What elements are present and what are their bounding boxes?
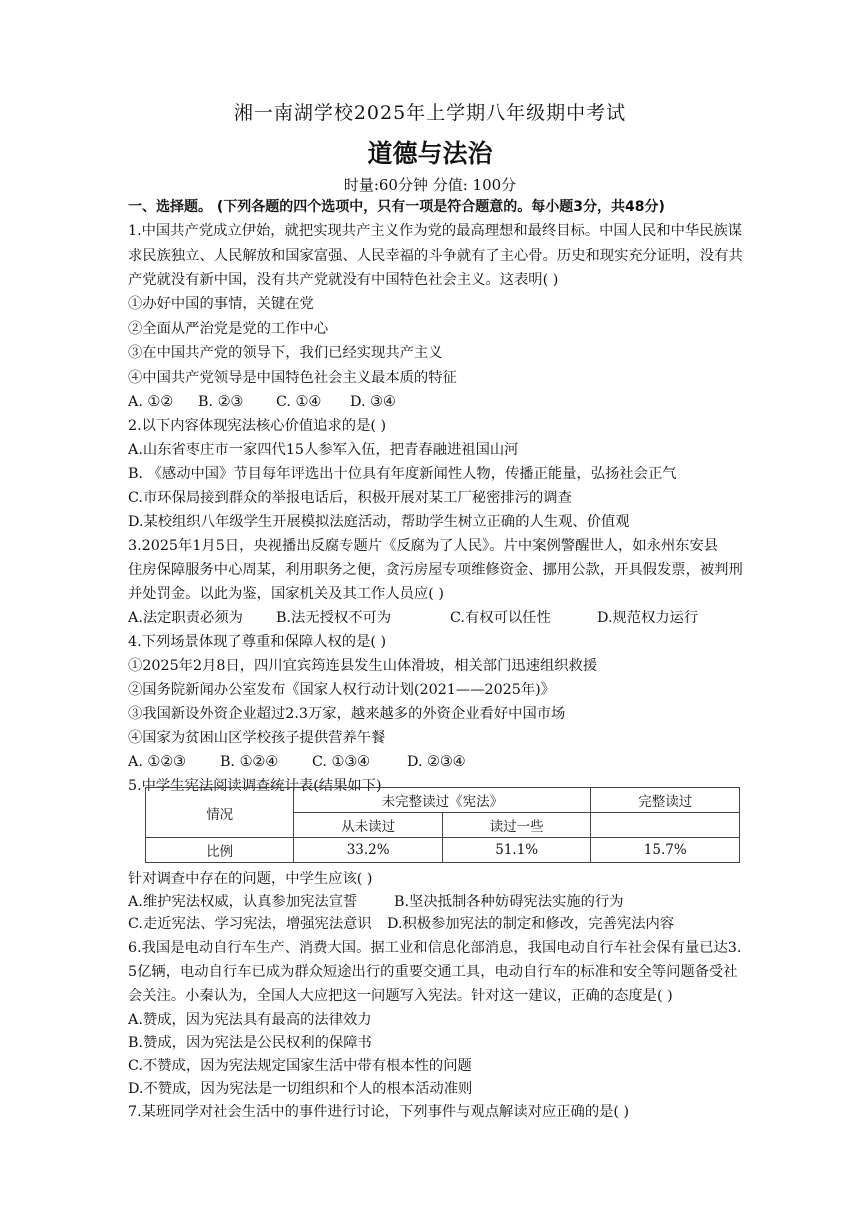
q3-option-a: A.法定职责必须为 [128, 610, 243, 626]
q6-stem-line: 会关注。小秦认为，全国人大应把这一问题写入宪法。针对这一建议，正确的态度是( ) [128, 988, 673, 1004]
table-header-situation: 情况 [146, 788, 294, 838]
table-header-not-complete: 未完整读过《宪法》 [294, 788, 591, 813]
q4-option-c: C. ①③④ [312, 754, 370, 770]
q3-option-b: B.法无授权不可为 [276, 610, 392, 626]
q5-option-a: A.维护宪法权威，认真参加宪法宣誓 [128, 894, 358, 910]
q5-option-d: D.积极参加宪法的制定和修改，完善宪法内容 [387, 916, 675, 932]
q5-options-row [128, 892, 624, 912]
q2-option-b: B. 《感动中国》节目每年评选出十位具有年度新闻性人物，传播正能量，弘扬社会正气 [128, 466, 677, 482]
q6-stem-line: 6.我国是电动自行车生产、消费大国。据工业和信息化部消息，我国电动自行车社会保有量已达3. [128, 940, 742, 956]
q1-option-b: B. ②③ [198, 394, 244, 410]
q2-stem: 2.以下内容体现宪法核心价值追求的是( ) [128, 418, 387, 434]
survey-table [145, 787, 740, 863]
table-subheader-some: 读过一些 [442, 813, 591, 838]
subject-title: 道德与法治 [367, 139, 493, 168]
q4-item: ②国务院新闻办公室发布《国家人权行动计划(2021——2025年)》 [128, 682, 556, 698]
q5-option-b: B.坚决抵制各种妨碍宪法实施的行为 [394, 894, 624, 910]
q1-stem-line: 产党就没有新中国，没有共产党就没有中国特色社会主义。这表明( ) [128, 272, 559, 288]
exam-title: 湘一南湖学校2025年上学期八年级期中考试 [233, 102, 627, 124]
q2-option-c: C.市环保局接到群众的举报电话后，积极开展对某工厂秘密排污的调查 [128, 490, 572, 506]
table-cell-complete: 15.7% [591, 838, 740, 863]
q3-stem-line: 3.2025年1月5日，央视播出反腐专题片《反腐为了人民》。片中案例警醒世人，如永州东安县 [128, 538, 719, 554]
q6-option-a: A.赞成，因为宪法具有最高的法律效力 [128, 1012, 372, 1028]
q3-stem-line: 住房保障服务中心周某，利用职务之便，贪污房屋专项维修资金、挪用公款，开具假发票，被判刑 [128, 562, 743, 578]
q4-option-d: D. ②③④ [407, 754, 466, 770]
table-subheader-empty [591, 813, 740, 838]
q6-option-c: C.不赞成，因为宪法规定国家生活中带有根本性的问题 [128, 1058, 472, 1074]
q4-options [128, 752, 466, 772]
q2-option-d: D.某校组织八年级学生开展模拟法庭活动，帮助学生树立正确的人生观、价值观 [128, 514, 630, 530]
q6-option-b: B.赞成，因为宪法是公民权利的保障书 [128, 1035, 372, 1051]
q4-item: ③我国新设外资企业超过2.3万家，越来越多的外资企业看好中国市场 [128, 706, 566, 722]
table-subheader-never: 从未读过 [294, 813, 443, 838]
q5-options-row [128, 914, 674, 934]
q1-item: ①办好中国的事情，关键在党 [128, 296, 314, 312]
q4-item: ④国家为贫困山区学校孩子提供营养午餐 [128, 730, 386, 746]
q1-item: ②全面从严治党是党的工作中心 [128, 321, 329, 337]
q2-option-a: A.山东省枣庄市一家四代15人参军入伍，把青春融进祖国山河 [128, 442, 519, 458]
q1-stem-line: 求民族独立、人民解放和国家富强、人民幸福的斗争就有了主心骨。历史和现实充分证明，没有共 [128, 248, 743, 264]
q1-item: ③在中国共产党的领导下，我们已经实现共产主义 [128, 345, 443, 361]
q1-item: ④中国共产党领导是中国特色社会主义最本质的特征 [128, 370, 457, 386]
q1-stem-line: 1.中国共产党成立伊始，就把实现共产主义作为党的最高理想和最终目标。中国人民和中华民族谋 [128, 223, 743, 239]
q1-option-c: C. ①④ [276, 394, 322, 410]
table-cell-some: 51.1% [442, 838, 591, 863]
q5-question: 针对调查中存在的问题，中学生应该( ) [128, 871, 373, 887]
table-cell-never: 33.2% [294, 838, 443, 863]
q3-stem-line: 并处罚金。以此为鉴，国家机关及其工作人员应( ) [128, 586, 444, 602]
q1-option-d: D. ③④ [350, 394, 396, 410]
q4-option-b: B. ①②④ [220, 754, 279, 770]
q5-option-c: C.走近宪法、学习宪法，增强宪法意识 [128, 916, 372, 932]
q1-option-a: A. ①② [128, 394, 174, 410]
q3-option-c: C.有权可以任性 [450, 610, 551, 626]
q6-option-d: D.不赞成，因为宪法是一切组织和个人的根本活动准则 [128, 1081, 473, 1097]
q4-stem: 4.下列场景体现了尊重和保障人权的是( ) [128, 634, 387, 650]
q4-item: ①2025年2月8日，四川宜宾筠连县发生山体滑坡，相关部门迅速组织救援 [128, 658, 598, 674]
q7-stem: 7.某班同学对社会生活中的事件进行讨论，下列事件与观点解读对应正确的是( ) [128, 1104, 630, 1120]
section-heading: 一、选择题。 (下列各题的四个选项中，只有一项是符合题意的。每小题3分，共48分) [128, 199, 665, 215]
q6-stem-line: 5亿辆，电动自行车已成为群众短途出行的重要交通工具，电动自行车的标准和安全等问题备受社 [128, 964, 738, 980]
table-header-complete: 完整读过 [591, 788, 740, 813]
q4-option-a: A. ①②③ [128, 754, 186, 770]
q3-options [128, 608, 698, 628]
q5-stem: 5.中学生宪法阅读调查统计表(结果如下) [128, 778, 382, 794]
table-row-label: 比例 [146, 838, 294, 863]
q3-option-d: D.规范权力运行 [597, 610, 699, 626]
q1-options [128, 392, 396, 412]
time-and-score: 时量:60分钟 分值: 100分 [343, 176, 517, 194]
